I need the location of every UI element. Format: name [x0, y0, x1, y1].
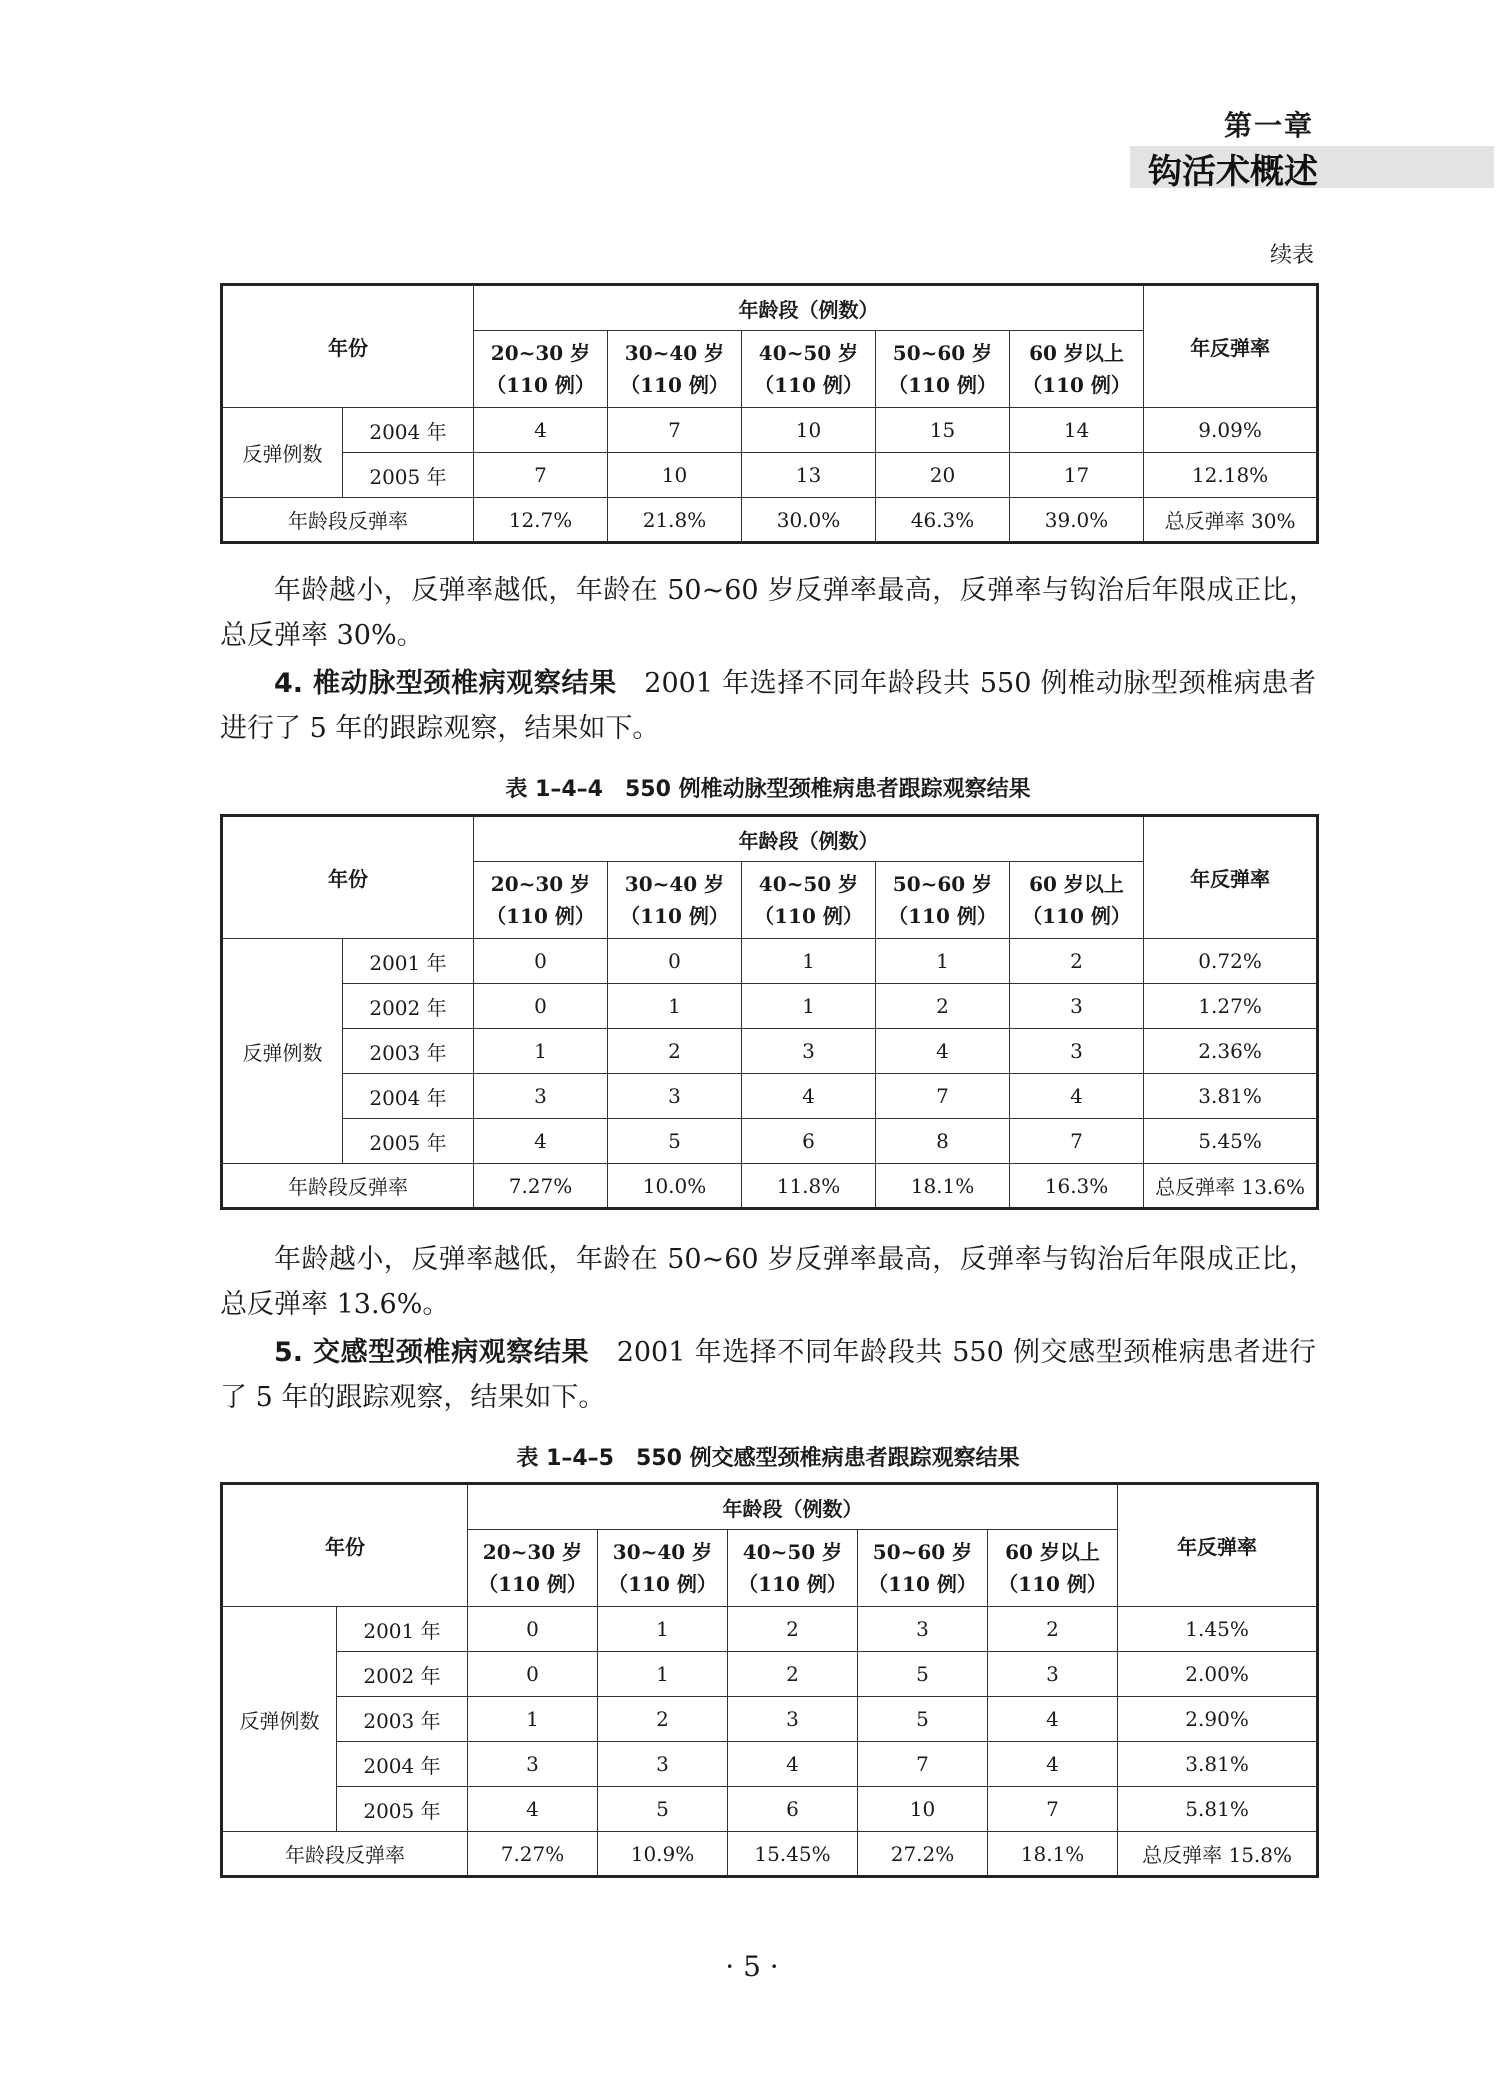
value-cell: 10 [608, 453, 742, 498]
value-cell: 5 [608, 1119, 742, 1164]
year-cell: 2003 年 [337, 1697, 468, 1742]
age-count: （110 例） [868, 1572, 977, 1596]
paragraph-summary-1: 年龄越小，反弹率越低，年龄在 50~60 岁反弹率最高，反弹率与钩治后年限成正比，总反弹率 30%。 [220, 575, 1316, 651]
table-row [222, 1074, 1318, 1119]
table-caption-1-4-4: 表 1–4–4 550 例椎动脉型颈椎病患者跟踪观察结果 [505, 777, 1031, 802]
age-range: 40~50 岁 [742, 1540, 843, 1564]
year-cell: 2004 年 [343, 408, 474, 453]
age-range: 40~50 岁 [758, 872, 859, 896]
age-rate-cell: 10.9% [598, 1832, 728, 1877]
age-range: 30~40 岁 [624, 341, 725, 365]
total-rate-cell: 总反弹率 30% [1144, 498, 1318, 543]
age-range: 20~30 岁 [490, 872, 591, 896]
value-cell: 0 [468, 1652, 598, 1697]
age-count: （110 例） [998, 1572, 1107, 1596]
value-cell: 3 [608, 1074, 742, 1119]
annual-rate-cell: 3.81% [1144, 1074, 1318, 1119]
value-cell: 2 [728, 1652, 858, 1697]
age-count: （110 例） [754, 373, 863, 397]
table-row [222, 1787, 1318, 1832]
year-cell: 2004 年 [343, 1074, 474, 1119]
value-cell: 17 [1010, 453, 1144, 498]
section-5-heading: 5. 交感型颈椎病观察结果 [274, 1337, 590, 1368]
age-column-header [858, 1530, 988, 1607]
table-row [222, 1652, 1318, 1697]
age-group-header: 年龄段（例数） [468, 1484, 1118, 1530]
sympathetic-table [220, 1482, 1319, 1878]
value-cell: 7 [858, 1742, 988, 1787]
age-range: 40~50 岁 [758, 341, 859, 365]
continued-table-label: 续表 [1269, 243, 1314, 268]
age-rate-cell: 30.0% [742, 498, 876, 543]
age-rate-cell: 15.45% [728, 1832, 858, 1877]
section-4-text: 2001 年选择不同年龄段共 550 例椎动脉型颈椎病患者进行了 5 年的跟踪观察，结果如下。 [220, 668, 1316, 744]
age-rate-cell: 7.27% [468, 1832, 598, 1877]
value-cell: 1 [742, 939, 876, 984]
age-column-header [474, 862, 608, 939]
section-title: 钩活术概述 [1148, 152, 1318, 192]
value-cell: 4 [988, 1697, 1118, 1742]
value-cell: 0 [474, 939, 608, 984]
age-range: 60 岁以上 [1005, 1540, 1100, 1564]
age-count: （110 例） [620, 373, 729, 397]
value-cell: 5 [858, 1652, 988, 1697]
value-cell: 2 [598, 1697, 728, 1742]
section-4-heading: 4. 椎动脉型颈椎病观察结果 [274, 668, 617, 699]
value-cell: 2 [876, 984, 1010, 1029]
value-cell: 6 [728, 1787, 858, 1832]
age-count: （110 例） [1022, 904, 1131, 928]
value-cell: 13 [742, 453, 876, 498]
rebound-cases-label: 反弹例数 [222, 408, 343, 498]
value-cell: 4 [1010, 1074, 1144, 1119]
value-cell: 2 [1010, 939, 1144, 984]
value-cell: 1 [742, 984, 876, 1029]
annual-rate-cell: 2.00% [1118, 1652, 1318, 1697]
value-cell: 4 [468, 1787, 598, 1832]
age-column-header [742, 862, 876, 939]
value-cell: 15 [876, 408, 1010, 453]
value-cell: 2 [988, 1607, 1118, 1652]
table-row [222, 1029, 1318, 1074]
value-cell: 3 [1010, 1029, 1144, 1074]
year-cell: 2002 年 [337, 1652, 468, 1697]
value-cell: 4 [876, 1029, 1010, 1074]
rebound-table-continued [220, 283, 1319, 544]
value-cell: 4 [474, 408, 608, 453]
value-cell: 3 [468, 1742, 598, 1787]
value-cell: 1 [598, 1652, 728, 1697]
age-count: （110 例） [888, 904, 997, 928]
annual-rate-cell: 2.90% [1118, 1697, 1318, 1742]
value-cell: 4 [988, 1742, 1118, 1787]
age-rate-cell: 18.1% [988, 1832, 1118, 1877]
age-rate-cell: 18.1% [876, 1164, 1010, 1209]
value-cell: 3 [1010, 984, 1144, 1029]
value-cell: 3 [858, 1607, 988, 1652]
age-count: （110 例） [888, 373, 997, 397]
year-header: 年份 [222, 1484, 468, 1607]
year-header: 年份 [222, 285, 474, 408]
age-column-header [728, 1530, 858, 1607]
value-cell: 0 [468, 1607, 598, 1652]
annual-rate-cell: 5.81% [1118, 1787, 1318, 1832]
annual-rate-header: 年反弹率 [1144, 816, 1318, 939]
age-rate-cell: 11.8% [742, 1164, 876, 1209]
value-cell: 1 [598, 1607, 728, 1652]
age-count: （110 例） [620, 904, 729, 928]
value-cell: 1 [474, 1029, 608, 1074]
age-column-header [988, 1530, 1118, 1607]
year-cell: 2004 年 [337, 1742, 468, 1787]
age-group-header: 年龄段（例数） [474, 816, 1144, 862]
table-row [222, 984, 1318, 1029]
age-count: （110 例） [754, 904, 863, 928]
year-header: 年份 [222, 816, 474, 939]
age-column-header [598, 1530, 728, 1607]
value-cell: 2 [608, 1029, 742, 1074]
age-rate-cell: 16.3% [1010, 1164, 1144, 1209]
age-range: 60 岁以上 [1029, 341, 1124, 365]
year-cell: 2001 年 [343, 939, 474, 984]
table-row [222, 1697, 1318, 1742]
table-row [222, 1742, 1318, 1787]
age-rate-label: 年龄段反弹率 [222, 1832, 468, 1877]
age-rate-cell: 27.2% [858, 1832, 988, 1877]
value-cell: 0 [608, 939, 742, 984]
age-count: （110 例） [478, 1572, 587, 1596]
annual-rate-cell: 3.81% [1118, 1742, 1318, 1787]
year-cell: 2005 年 [337, 1787, 468, 1832]
age-range: 20~30 岁 [482, 1540, 583, 1564]
age-column-header [876, 331, 1010, 408]
value-cell: 14 [1010, 408, 1144, 453]
annual-rate-header: 年反弹率 [1144, 285, 1318, 408]
annual-rate-header: 年反弹率 [1118, 1484, 1318, 1607]
rebound-cases-label: 反弹例数 [222, 1607, 337, 1832]
paragraph-summary-2: 年龄越小，反弹率越低，年龄在 50~60 岁反弹率最高，反弹率与钩治后年限成正比，总反弹率 13.6%。 [220, 1244, 1316, 1320]
age-range: 30~40 岁 [624, 872, 725, 896]
total-rate-cell: 总反弹率 13.6% [1144, 1164, 1318, 1209]
value-cell: 3 [728, 1697, 858, 1742]
table-row [222, 1119, 1318, 1164]
paragraph-section-4 [220, 661, 1316, 751]
value-cell: 10 [742, 408, 876, 453]
annual-rate-cell: 2.36% [1144, 1029, 1318, 1074]
value-cell: 7 [608, 408, 742, 453]
value-cell: 5 [858, 1697, 988, 1742]
section-5-text: 2001 年选择不同年龄段共 550 例交感型颈椎病患者进行了 5 年的跟踪观察，结果如下。 [220, 1337, 1316, 1413]
value-cell: 4 [742, 1074, 876, 1119]
age-range: 50~60 岁 [892, 872, 993, 896]
age-rate-cell: 39.0% [1010, 498, 1144, 543]
age-range: 50~60 岁 [872, 1540, 973, 1564]
age-column-header [468, 1530, 598, 1607]
value-cell: 7 [474, 453, 608, 498]
table-row [222, 1607, 1318, 1652]
age-column-header [1010, 862, 1144, 939]
annual-rate-cell: 1.45% [1118, 1607, 1318, 1652]
age-range: 30~40 岁 [612, 1540, 713, 1564]
value-cell: 7 [876, 1074, 1010, 1119]
age-column-header [876, 862, 1010, 939]
value-cell: 4 [728, 1742, 858, 1787]
value-cell: 0 [474, 984, 608, 1029]
value-cell: 10 [858, 1787, 988, 1832]
age-count: （110 例） [1022, 373, 1131, 397]
year-cell: 2002 年 [343, 984, 474, 1029]
value-cell: 2 [728, 1607, 858, 1652]
age-rate-cell: 21.8% [608, 498, 742, 543]
age-rate-cell: 12.7% [474, 498, 608, 543]
value-cell: 5 [598, 1787, 728, 1832]
paragraph-section-5 [220, 1330, 1316, 1420]
age-column-header [1010, 331, 1144, 408]
age-column-header [608, 862, 742, 939]
table-row [222, 453, 1318, 498]
age-rate-label: 年龄段反弹率 [222, 1164, 474, 1209]
rebound-cases-label: 反弹例数 [222, 939, 343, 1164]
value-cell: 7 [1010, 1119, 1144, 1164]
year-cell: 2005 年 [343, 1119, 474, 1164]
age-count: （110 例） [486, 373, 595, 397]
annual-rate-cell: 1.27% [1144, 984, 1318, 1029]
age-rate-label: 年龄段反弹率 [222, 498, 474, 543]
age-column-header [474, 331, 608, 408]
table-row [222, 939, 1318, 984]
age-range: 20~30 岁 [490, 341, 591, 365]
value-cell: 7 [988, 1787, 1118, 1832]
value-cell: 3 [742, 1029, 876, 1074]
chapter-label: 第一章 [1223, 109, 1314, 142]
age-column-header [742, 331, 876, 408]
age-range: 50~60 岁 [892, 341, 993, 365]
table-row [222, 408, 1318, 453]
annual-rate-cell: 9.09% [1144, 408, 1318, 453]
value-cell: 1 [468, 1697, 598, 1742]
table-caption-1-4-5: 表 1–4–5 550 例交感型颈椎病患者跟踪观察结果 [516, 1446, 1020, 1471]
age-count: （110 例） [608, 1572, 717, 1596]
value-cell: 3 [988, 1652, 1118, 1697]
age-rate-cell: 7.27% [474, 1164, 608, 1209]
age-column-header [608, 331, 742, 408]
age-rate-cell: 46.3% [876, 498, 1010, 543]
value-cell: 1 [608, 984, 742, 1029]
age-count: （110 例） [738, 1572, 847, 1596]
age-group-header: 年龄段（例数） [474, 285, 1144, 331]
value-cell: 8 [876, 1119, 1010, 1164]
value-cell: 1 [876, 939, 1010, 984]
value-cell: 6 [742, 1119, 876, 1164]
age-count: （110 例） [486, 904, 595, 928]
page-number: · 5 · [725, 1950, 779, 1983]
annual-rate-cell: 12.18% [1144, 453, 1318, 498]
total-rate-cell: 总反弹率 15.8% [1118, 1832, 1318, 1877]
age-rate-cell: 10.0% [608, 1164, 742, 1209]
value-cell: 4 [474, 1119, 608, 1164]
annual-rate-cell: 0.72% [1144, 939, 1318, 984]
age-range: 60 岁以上 [1029, 872, 1124, 896]
value-cell: 20 [876, 453, 1010, 498]
value-cell: 3 [598, 1742, 728, 1787]
vertebral-artery-table [220, 814, 1319, 1210]
value-cell: 3 [474, 1074, 608, 1119]
year-cell: 2005 年 [343, 453, 474, 498]
annual-rate-cell: 5.45% [1144, 1119, 1318, 1164]
year-cell: 2003 年 [343, 1029, 474, 1074]
year-cell: 2001 年 [337, 1607, 468, 1652]
